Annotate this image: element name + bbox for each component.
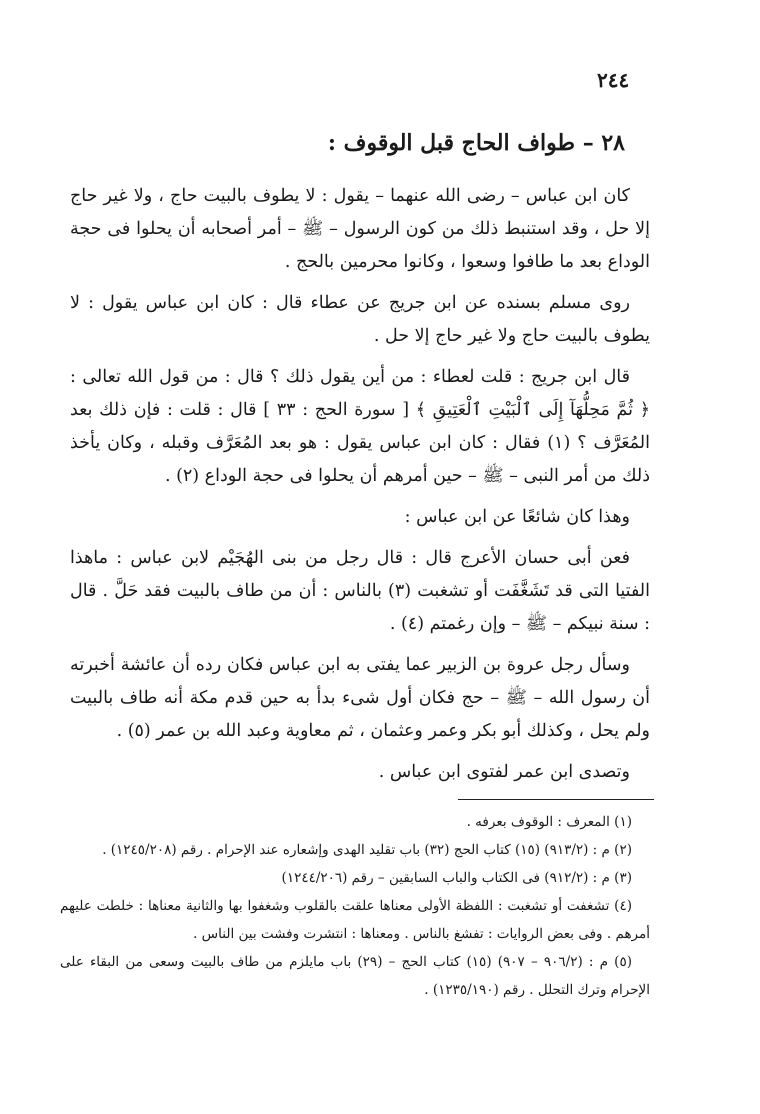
paragraph: روى مسلم بسنده عن ابن جريج عن عطاء قال : كان ابن عباس يقول : لا يطوف بالبيت حاج ولا غير حاج إلا حل . (70, 293, 650, 346)
paragraph: وهذا كان شائعًا عن ابن عباس : (404, 507, 630, 527)
paragraph: وتصدى ابن عمر لفتوى ابن عباس . (378, 762, 630, 782)
page-number: ٢٤٤ (597, 68, 630, 92)
body-text (70, 180, 650, 797)
footnote: (١) المعرف : الوقوف بعرفه . (466, 814, 632, 830)
paragraph: قال ابن جريج : قلت لعطاء : من أين يقول ذلك ؟ قال : من قول الله تعالى : ﴿ ثُمَّ مَحِلُّهَآ إِلَى ٱلْبَيْتِ ٱلْعَتِيقِ ﴾ [ سورة الحج : ٣٣ ] قال : قلت : فإن ذلك بعد المُعَرَّف ؟ (١) فقال : كان ابن عباس يقول : هو بعد المُعَرَّف وقبله ، وكان يأخذ ذلك من أمر النبى – ﷺ – حين أمرهم أن يحلوا فى حجة الوداع (٢) . (70, 367, 650, 486)
footnote-divider (458, 799, 654, 800)
paragraph: فعن أبى حسان الأعرج قال : قال رجل من بنى الهُجَيْم لابن عباس : ماهذا الفتيا التى قد تَشَغَّفَت أو تشغبت (٣) بالناس : أن من طاف بالبيت فقد حَلَّ . قال : سنة نبيكم – ﷺ – وإن رغمتم (٤) . (70, 548, 651, 634)
footnote: (٤) تشغفت أو تشغبت : اللفظة الأولى معناها علقت بالقلوب وشغفوا بها والثانية معناها : خلطت عليهم أمرهم . وفى بعض الروايات : تفشغ بالناس . ومعناها : انتشرت وفشت بين الناس . (60, 898, 650, 942)
footnote: (٣) م : (٩١٢/٢) فى الكتاب والباب السابقين – رقم (١٢٤٤/٢٠٦) (281, 870, 632, 886)
paragraph: كان ابن عباس – رضى الله عنهما – يقول : لا يطوف بالبيت حاج ، ولا غير حاج إلا حل ، وقد استنبط ذلك من كون الرسول – ﷺ – أمر أصحابه أن يحلوا فى حجة الوداع بعد ما طافوا وسعوا ، وكانوا محرمين بالحج . (70, 186, 650, 272)
footnote: (٢) م : (٩١٣/٢) (١٥) كتاب الحج (٣٢) باب تقليد الهدى وإشعاره عند الإحرام . رقم (١٢٤٥/٢٠٨) . (102, 842, 632, 858)
footnote: (٥) م : (٩٠٦/٢ – ٩٠٧) (١٥) كتاب الحج – (٢٩) باب مايلزم من طاف بالبيت وسعى من البقاء على الإحرام وترك التحلل . رقم (١٢٣٥/١٩٠) . (60, 954, 650, 998)
paragraph: وسأل رجل عروة بن الزبير عما يفتى به ابن عباس فكان رده أن عائشة أخبرته أن رسول الله – ﷺ – حج فكان أول شىء بدأ به حين قدم مكة أنه طاف بالبيت ولم يحل ، وكذلك أبو بكر وعمر وعثمان ، ثم معاوية وعبد الله بن عمر (٥) . (70, 655, 650, 741)
section-heading: ٢٨ – طواف الحاج قبل الوقوف : (327, 130, 625, 156)
footnotes (60, 808, 650, 1004)
